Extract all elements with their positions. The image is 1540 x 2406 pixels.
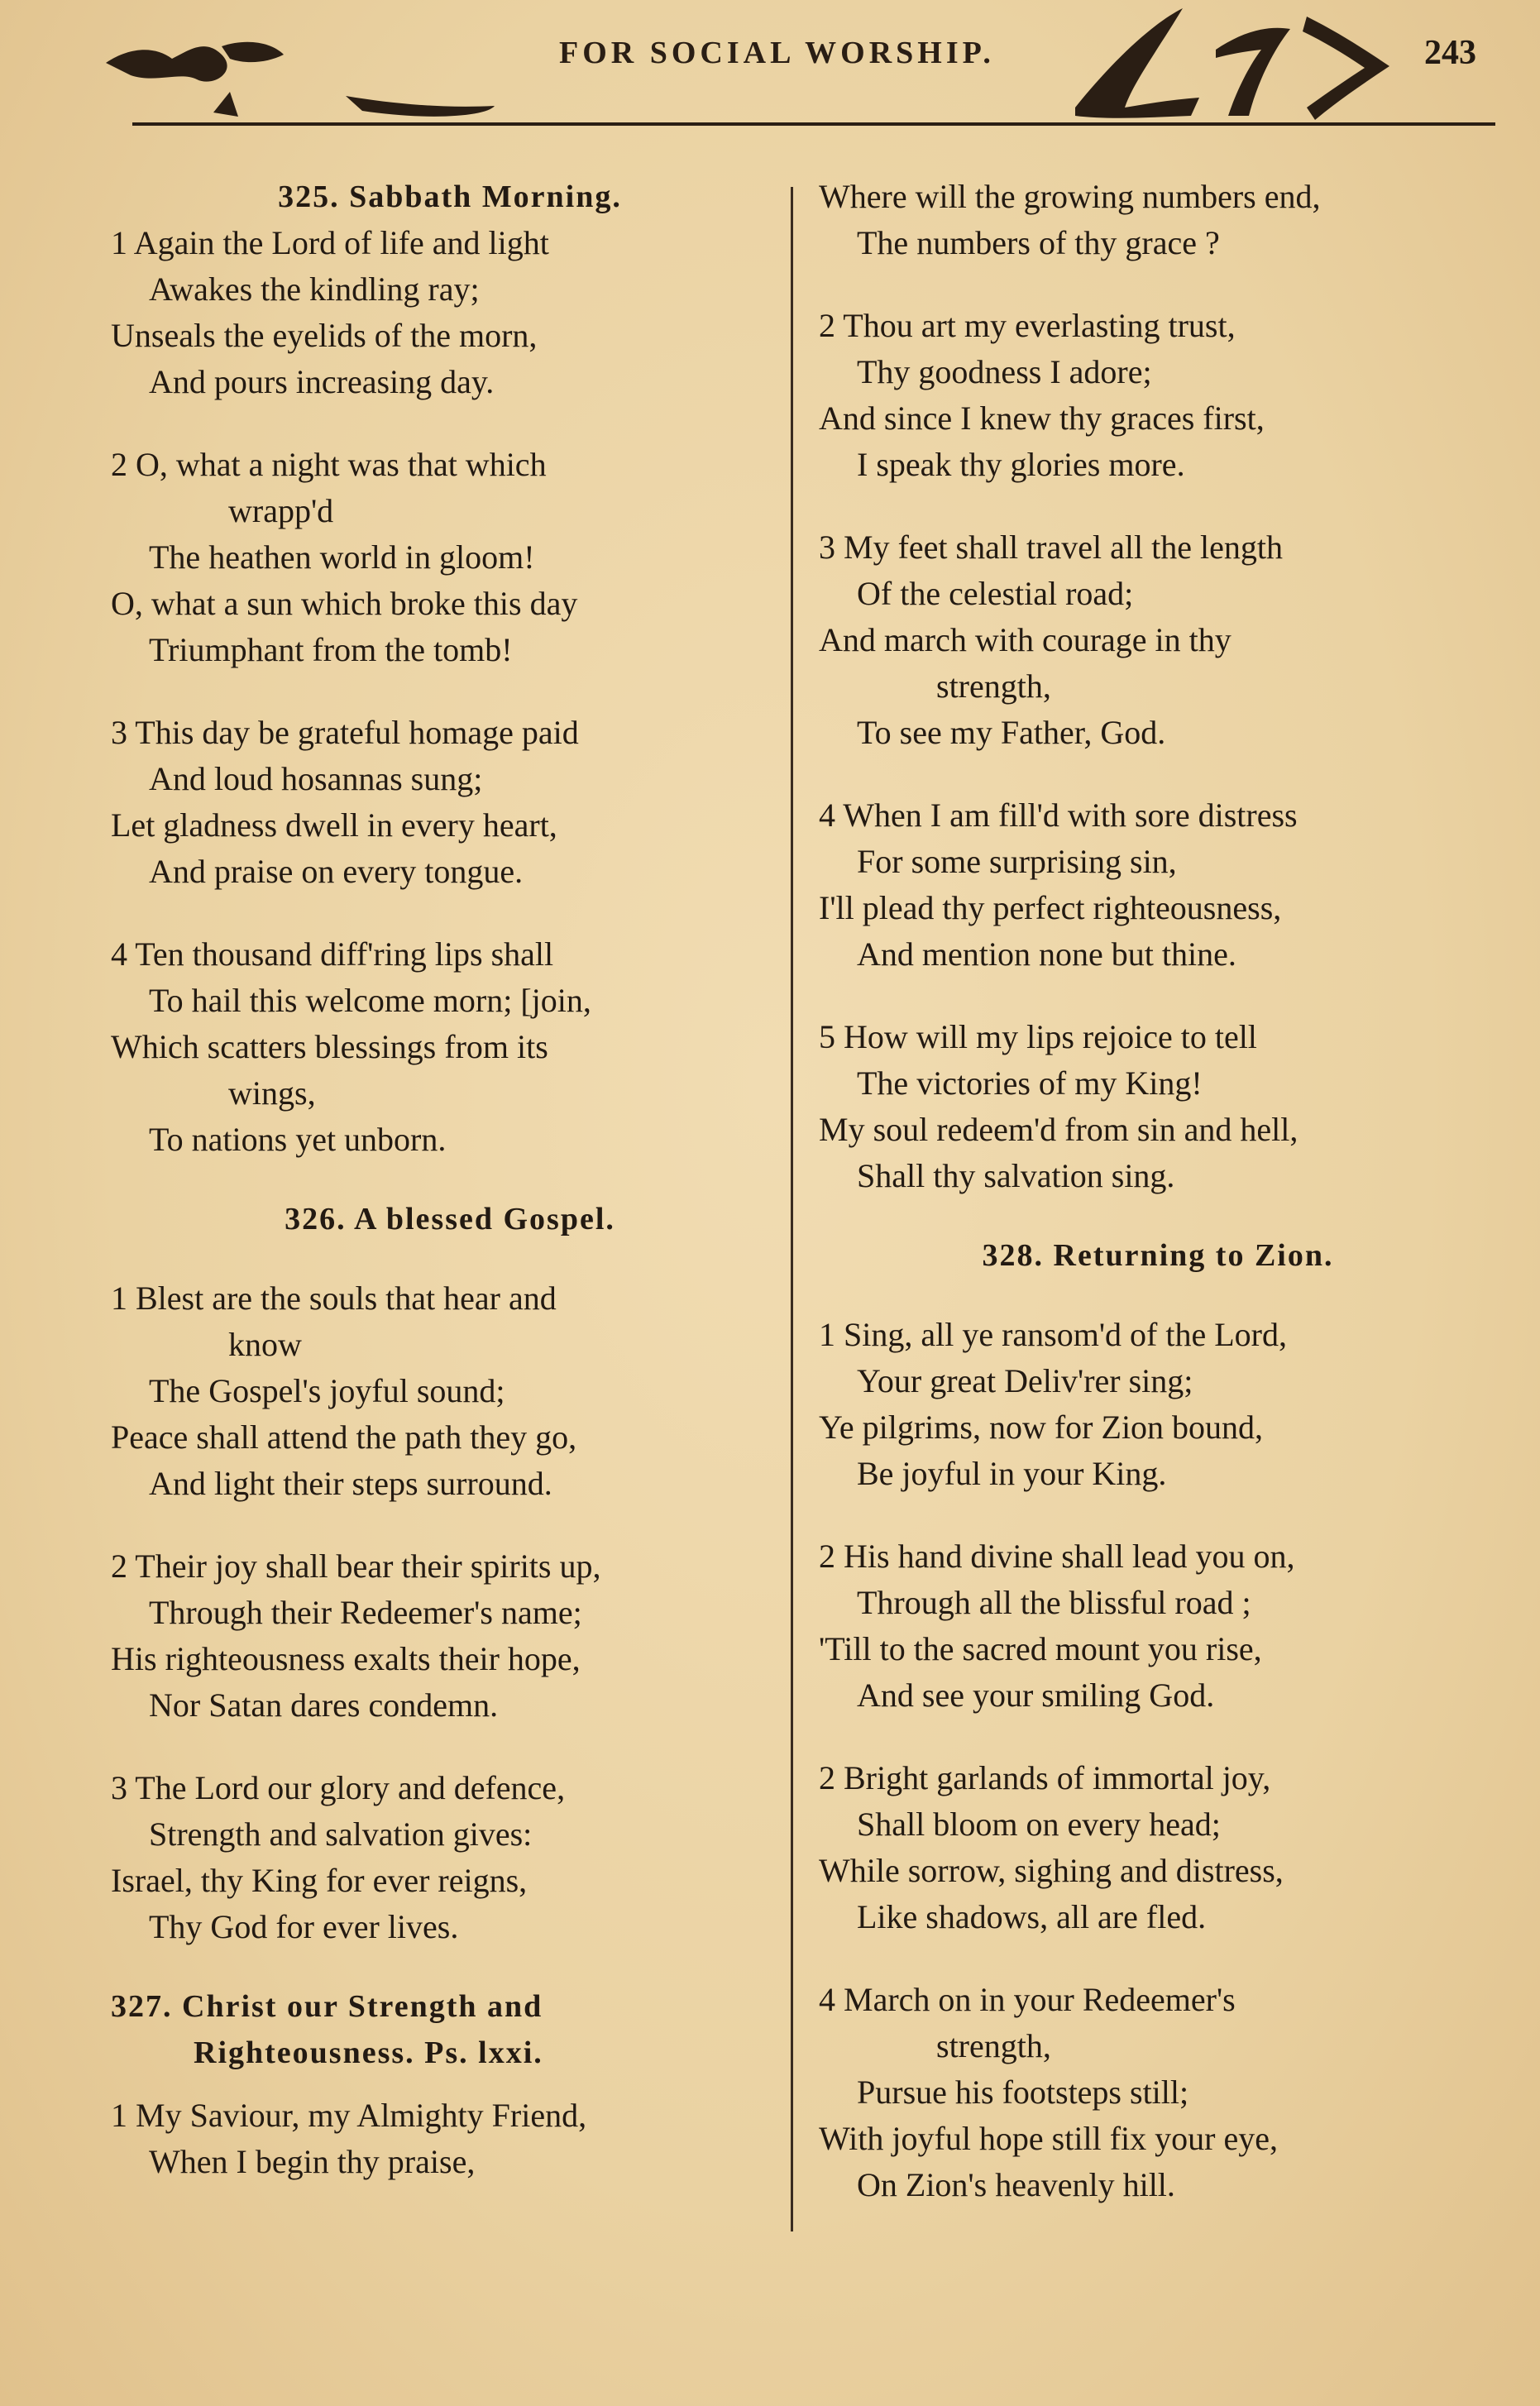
verse-line: Shall thy salvation sing. <box>857 1157 1175 1194</box>
page-header <box>0 0 1540 132</box>
verse-spacer <box>819 1497 1497 1533</box>
verse-line: Thy goodness I adore; <box>857 353 1152 390</box>
verse-line: Triumphant from the tomb! <box>149 631 513 668</box>
verse-line: 2 Bright garlands of immortal joy, <box>819 1759 1271 1796</box>
verse-line: 4 March on in your Redeemer's <box>819 1981 1236 2018</box>
verse-line: 3 The Lord our glory and defence, <box>111 1769 566 1806</box>
verse-line: And since I knew thy graces first, <box>819 399 1265 437</box>
verse-line: Thy God for ever lives. <box>149 1908 459 1945</box>
verse-spacer <box>819 1940 1497 1977</box>
verse-spacer <box>111 895 789 931</box>
verse-line: Of the celestial road; <box>857 575 1134 612</box>
verse-spacer <box>819 978 1497 1014</box>
verse-line: 2 Their joy shall bear their spirits up, <box>111 1547 601 1585</box>
verse-line: To hail this welcome morn; [join, <box>149 982 591 1019</box>
verse-line: wrapp'd <box>228 492 334 529</box>
section-spacer <box>819 1279 1497 1312</box>
verse-line: The Gospel's joyful sound; <box>149 1372 505 1409</box>
verse-line: On Zion's heavenly hill. <box>857 2166 1175 2203</box>
verse-line: And loud hosannas sung; <box>149 760 483 797</box>
hymn-title: 326. A blessed Gospel. <box>285 1202 615 1236</box>
verse-line: strength, <box>936 2027 1051 2064</box>
verse-line: And pours increasing day. <box>149 363 495 400</box>
verse-line: Let gladness dwell in every heart, <box>111 806 557 844</box>
verse-line: I'll plead thy perfect righteousness, <box>819 889 1282 926</box>
verse-line: Strength and salvation gives: <box>149 1815 533 1853</box>
verse-line: The victories of my King! <box>857 1064 1203 1102</box>
verse-line: 2 O, what a night was that which <box>111 446 547 483</box>
verse-line: wings, <box>228 1074 316 1112</box>
left-column <box>111 174 789 2185</box>
hymn-title: 328. Returning to Zion. <box>982 1238 1334 1273</box>
verse-line: Where will the growing numbers end, <box>819 178 1321 215</box>
verse-line: Shall bloom on every head; <box>857 1806 1221 1843</box>
verse-line: Ye pilgrims, now for Zion bound, <box>819 1409 1264 1446</box>
verse-line: 4 Ten thousand diff'ring lips shall <box>111 935 554 973</box>
hymn-title: 327. Christ our Strength and <box>111 1989 543 2024</box>
verse-line: While sorrow, sighing and distress, <box>819 1852 1284 1889</box>
verse-line: 2 Thou art my everlasting trust, <box>819 307 1236 344</box>
ink-stamp-mark <box>1059 0 1414 132</box>
verse-line: I speak thy glories more. <box>857 446 1185 483</box>
verse-line: Awakes the kindling ray; <box>149 270 480 308</box>
verse-line: His righteousness exalts their hope, <box>111 1640 581 1677</box>
verse-line: To nations yet unborn. <box>149 1121 447 1158</box>
verse-line: And see your smiling God. <box>857 1677 1215 1714</box>
hymn-title: Righteousness. Ps. lxxi. <box>194 2035 543 2070</box>
header-rule <box>132 122 1495 126</box>
verse-spacer <box>819 488 1497 524</box>
verse-line: And praise on every tongue. <box>149 853 524 890</box>
section-spacer <box>111 1950 789 1983</box>
verse-line: 1 Again the Lord of life and light <box>111 224 549 261</box>
verse-line: Nor Satan dares condemn. <box>149 1686 499 1724</box>
verse-line: know <box>228 1326 302 1363</box>
verse-line: The numbers of thy grace ? <box>857 224 1220 261</box>
verse-line: O, what a sun which broke this day <box>111 585 578 622</box>
verse-line: Be joyful in your King. <box>857 1455 1167 1492</box>
verse-line: And march with courage in thy <box>819 621 1232 658</box>
ink-stamp-mark <box>98 13 561 137</box>
verse-line: The heathen world in gloom! <box>149 538 535 576</box>
verse-line: To see my Father, God. <box>857 714 1166 751</box>
verse-line: Unseals the eyelids of the morn, <box>111 317 538 354</box>
verse-line: Like shadows, all are fled. <box>857 1898 1207 1935</box>
verse-line: With joyful hope still fix your eye, <box>819 2120 1278 2157</box>
page-number: 243 <box>1424 34 1476 72</box>
verse-line: 5 How will my lips rejoice to tell <box>819 1018 1257 1055</box>
column-divider <box>791 187 793 2231</box>
verse-line: 1 Sing, all ye ransom'd of the Lord, <box>819 1316 1287 1353</box>
section-spacer <box>111 1242 789 1275</box>
verse-line: Pursue his footsteps still; <box>857 2074 1189 2111</box>
verse-line: Through their Redeemer's name; <box>149 1594 582 1631</box>
verse-line: For some surprising sin, <box>857 843 1177 880</box>
verse-line: 3 My feet shall travel all the length <box>819 529 1283 566</box>
verse-spacer <box>819 1719 1497 1755</box>
verse-line: 2 His hand divine shall lead you on, <box>819 1538 1295 1575</box>
verse-line: 3 This day be grateful homage paid <box>111 714 579 751</box>
verse-line: Your great Deliv'rer sing; <box>857 1362 1193 1399</box>
verse-line: Israel, thy King for ever reigns, <box>111 1862 528 1899</box>
verse-spacer <box>111 1729 789 1765</box>
verse-spacer <box>111 405 789 442</box>
section-spacer <box>819 1199 1497 1232</box>
verse-spacer <box>819 756 1497 792</box>
section-spacer <box>111 1163 789 1196</box>
verse-line: When I begin thy praise, <box>149 2143 476 2180</box>
hymn-title: 325. Sabbath Morning. <box>278 179 622 214</box>
verse-line: And mention none but thine. <box>857 935 1236 973</box>
verse-line: 1 Blest are the souls that hear and <box>111 1280 557 1317</box>
verse-line: Through all the blissful road ; <box>857 1584 1251 1621</box>
verse-line: Which scatters blessings from its <box>111 1028 548 1065</box>
right-column <box>819 174 1497 2208</box>
verse-line: And light their steps surround. <box>149 1465 552 1502</box>
verse-line: 'Till to the sacred mount you rise, <box>819 1630 1262 1667</box>
verse-line: 1 My Saviour, my Almighty Friend, <box>111 2097 587 2134</box>
running-title: FOR SOCIAL WORSHIP. <box>559 36 995 70</box>
verse-line: Peace shall attend the path they go, <box>111 1418 577 1456</box>
section-spacer <box>111 2076 789 2093</box>
verse-line: My soul redeem'd from sin and hell, <box>819 1111 1298 1148</box>
verse-spacer <box>819 266 1497 303</box>
verse-line: 4 When I am fill'd with sore distress <box>819 796 1298 834</box>
verse-spacer <box>111 1507 789 1543</box>
verse-line: strength, <box>936 667 1051 705</box>
verse-spacer <box>111 673 789 710</box>
